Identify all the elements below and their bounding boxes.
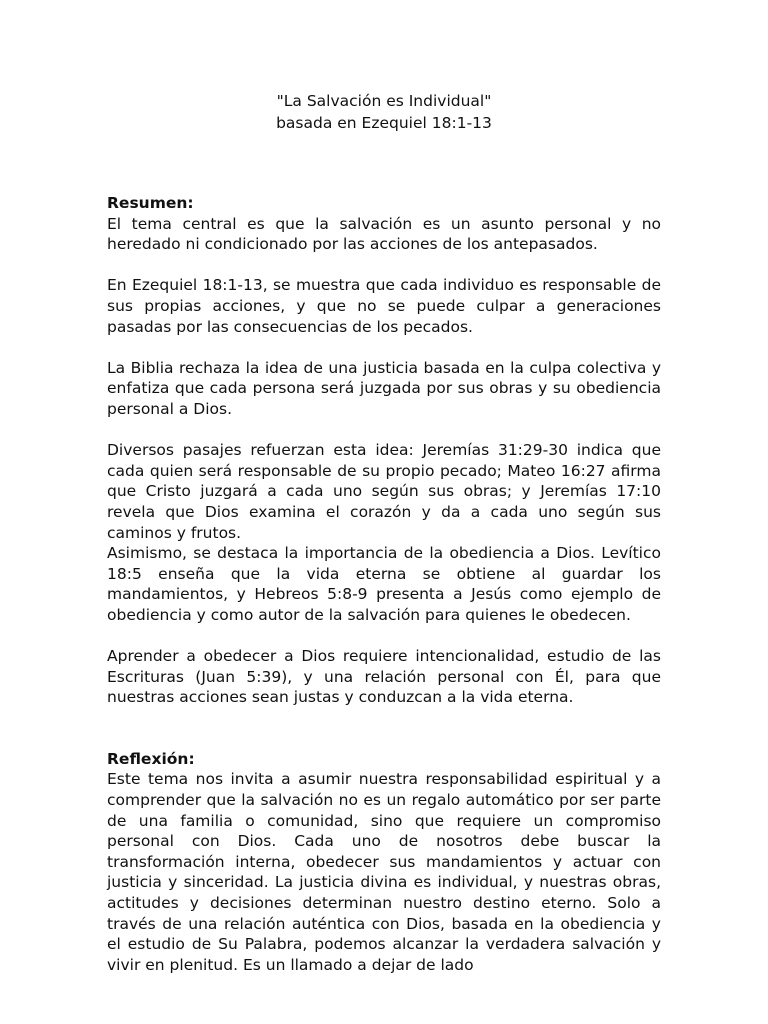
section-heading-resumen: Resumen: [107, 194, 194, 212]
resumen-paragraph: Diversos pasajes refuerzan esta idea: Jeremías 31:29-30 indica que cada quien será responsable de su propio pecado; Mateo 16:27 afirma que Cristo juzgará a cada uno según sus obras; y Jeremías 17:10 revela que Dios examina el corazón y da a cada uno según sus caminos y frutos. [107, 441, 661, 542]
section-spacer [107, 708, 661, 749]
resumen-paragraph: En Ezequiel 18:1-13, se muestra que cada individuo es responsable de sus propias acciones, y que no se puede culpar a generaciones pasadas por las consecuencias de los pecados. [107, 276, 661, 336]
document-title: "La Salvación es Individual" [276, 92, 492, 110]
document-body [107, 193, 661, 975]
resumen-paragraph: Aprender a obedecer a Dios requiere intencionalidad, estudio de las Escrituras (Juan 5:39), y una relación personal con Él, para que nuestras acciones sean justas y conduzcan a la vida eterna. [107, 647, 661, 707]
resumen-paragraph: La Biblia rechaza la idea de una justicia basada en la culpa colectiva y enfatiza que cada persona será juzgada por sus obras y su obediencia personal a Dios. [107, 358, 661, 418]
resumen-paragraph: Asimismo, se destaca la importancia de la obediencia a Dios. Levítico 18:5 enseña que la vida eterna se obtiene al guardar los mandamientos, y Hebreos 5:8-9 presenta a Jesús como ejemplo de obediencia y como autor de la salvación para quienes le obedecen. [107, 544, 661, 624]
resumen-paragraph: El tema central es que la salvación es un asunto personal y no heredado ni condicionado por las acciones de los antepasados. [107, 214, 661, 254]
document-subtitle: basada en Ezequiel 18:1-13 [276, 114, 492, 132]
section-heading-reflexion: Reflexión: [107, 749, 195, 768]
title-block [0, 90, 768, 134]
reflexion-paragraph: Este tema nos invita a asumir nuestra responsabilidad espiritual y a comprender que la salvación no es un regalo automático por ser parte de una familia o comunidad, sino que requiere un compromiso personal con Dios. Cada uno de nosotros debe buscar la transformación interna, obedecer sus mandamientos y actuar con justicia y sinceridad. La justicia divina es individual, y nuestras obras, actitudes y decisiones determinan nuestro destino eterno. Solo a través de una relación auténtica con Dios, basada en la obediencia y el estudio de Su Palabra, podemos alcanzar la verdadera salvación y vivir en plenitud. Es un llamado a dejar de lado [107, 770, 661, 974]
